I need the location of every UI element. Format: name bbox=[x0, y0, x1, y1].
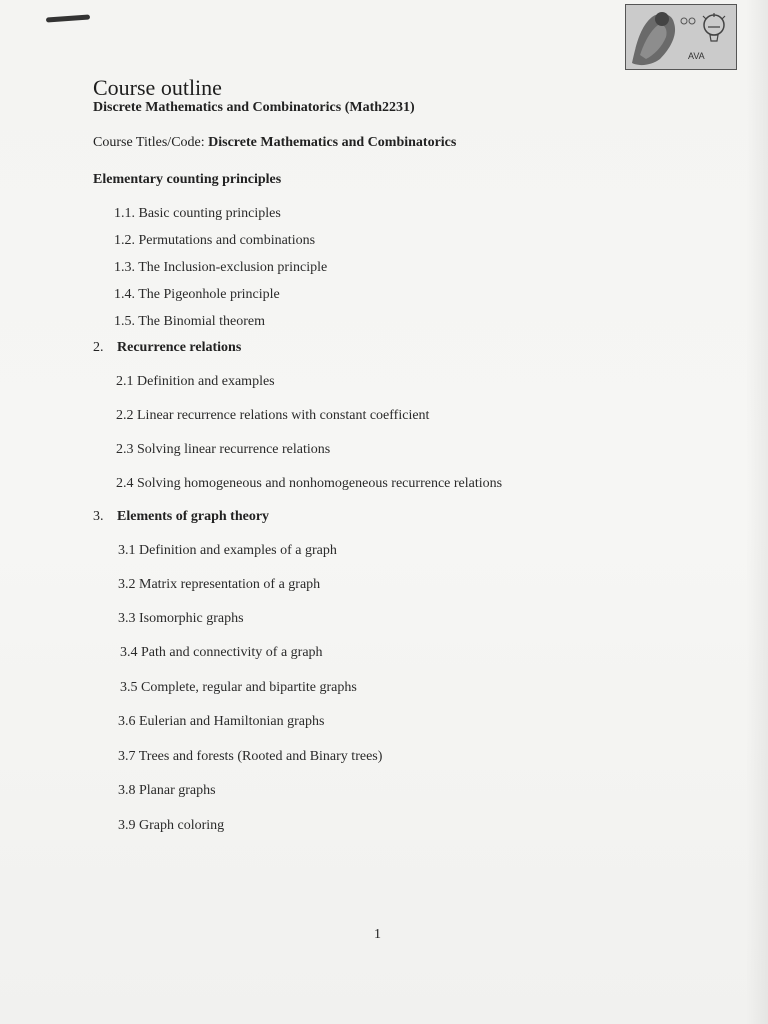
list-item: 2.2 Linear recurrence relations with constant coefficient bbox=[116, 408, 430, 423]
section-heading bbox=[93, 172, 281, 188]
course-code-value: Discrete Mathematics and Combinatorics bbox=[208, 135, 457, 150]
list-item: 3.9 Graph coloring bbox=[118, 818, 225, 833]
list-item: 1.4. The Pigeonhole principle bbox=[114, 287, 280, 302]
page-title: Course outline bbox=[93, 75, 222, 100]
section-heading bbox=[93, 509, 269, 525]
list-item: 3.5 Complete, regular and bipartite graphs bbox=[120, 680, 357, 695]
list-item: 2.4 Solving homogeneous and nonhomogeneous recurrence relations bbox=[116, 476, 503, 491]
section-heading bbox=[93, 340, 241, 356]
logo-text: AVA bbox=[688, 51, 705, 61]
section-number: 2. bbox=[93, 340, 104, 355]
list-item: 3.1 Definition and examples of a graph bbox=[118, 543, 337, 558]
page-shadow bbox=[746, 0, 768, 1024]
list-item: 3.2 Matrix representation of a graph bbox=[118, 577, 321, 592]
pen-mark bbox=[46, 14, 90, 22]
section-number: 3. bbox=[93, 509, 104, 524]
course-subtitle: Discrete Mathematics and Combinatorics (Math2231) bbox=[93, 100, 415, 115]
course-code-line bbox=[93, 135, 456, 151]
institution-logo bbox=[625, 4, 737, 70]
list-item: 1.1. Basic counting principles bbox=[114, 206, 281, 221]
list-item: 2.3 Solving linear recurrence relations bbox=[116, 442, 331, 457]
list-item: 3.6 Eulerian and Hamiltonian graphs bbox=[118, 714, 325, 729]
list-item: 1.2. Permutations and combinations bbox=[114, 233, 316, 248]
section-title: Elementary counting principles bbox=[93, 172, 282, 187]
list-item: 3.8 Planar graphs bbox=[118, 783, 216, 798]
page-number: 1 bbox=[374, 927, 381, 942]
section-title: Elements of graph theory bbox=[117, 509, 270, 524]
list-item: 3.4 Path and connectivity of a graph bbox=[120, 645, 323, 660]
list-item: 2.1 Definition and examples bbox=[116, 374, 275, 389]
section-title: Recurrence relations bbox=[117, 340, 242, 355]
course-code-label: Course Titles/Code: bbox=[93, 135, 205, 150]
list-item: 1.5. The Binomial theorem bbox=[114, 314, 265, 329]
list-item: 3.7 Trees and forests (Rooted and Binary trees) bbox=[118, 749, 383, 764]
list-item: 1.3. The Inclusion-exclusion principle bbox=[114, 260, 328, 275]
list-item: 3.3 Isomorphic graphs bbox=[118, 611, 244, 626]
